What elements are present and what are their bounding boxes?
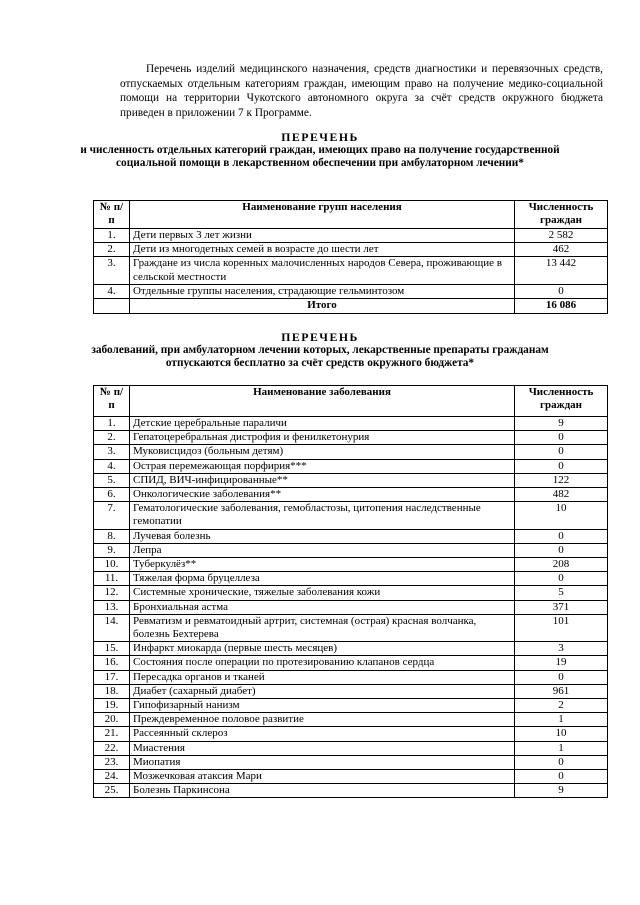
table-row	[94, 502, 608, 529]
row-name: Мозжечковая атаксия Мари	[130, 770, 515, 784]
row-number: 23.	[94, 755, 130, 769]
row-number: 20.	[94, 713, 130, 727]
row-name: Системные хронические, тяжелые заболевания кожи	[130, 586, 515, 600]
header-count: Численность граждан	[515, 201, 608, 229]
row-name: Лепра	[130, 543, 515, 557]
row-number: 2.	[94, 243, 130, 257]
intro-paragraph: Перечень изделий медицинского назначения, средств диагностики и перевязочных средств, отпускаемых отдельным категориям граждан, имеющим право на получение медико-социальной помощи на территории Чукотского автономного округа за счёт средств окружного бюджета приведен в приложении 7 к Программе.	[120, 63, 603, 119]
table-row	[94, 243, 608, 257]
row-count: 0	[515, 770, 608, 784]
row-count: 122	[515, 473, 608, 487]
row-number: 19.	[94, 699, 130, 713]
row-number: 3.	[94, 445, 130, 459]
row-count: 0	[515, 529, 608, 543]
heading-2-subtitle: заболеваний, при амбулаторном лечении которых, лекарственные препараты гражданам отпускаются бесплатно за счёт средств окружного бюджета*	[91, 344, 549, 370]
header-count: Численность граждан	[515, 386, 608, 417]
heading-2-title: ПЕРЕЧЕНЬ	[281, 330, 359, 344]
row-number: 24.	[94, 770, 130, 784]
row-name: Гипофизарный нанизм	[130, 699, 515, 713]
row-count: 0	[515, 284, 608, 298]
header-number: № п/п	[94, 201, 130, 229]
row-number: 1.	[94, 417, 130, 431]
diseases-table	[93, 385, 608, 798]
row-number: 17.	[94, 670, 130, 684]
row-count: 0	[515, 445, 608, 459]
row-name: Ревматизм и ревматоидный артрит, системная (острая) красная волчанка, болезнь Бехтерева	[130, 614, 515, 641]
row-name: Гепатоцеребральная дистрофия и фенилкетонурия	[130, 431, 515, 445]
table-row	[94, 473, 608, 487]
row-count: 208	[515, 558, 608, 572]
table-row	[94, 614, 608, 641]
row-name: Пересадка органов и тканей	[130, 670, 515, 684]
header-group-name: Наименование групп населения	[130, 201, 515, 229]
table-header-row	[94, 386, 608, 417]
row-count: 371	[515, 600, 608, 614]
row-name: Лучевая болезнь	[130, 529, 515, 543]
row-name: Острая перемежающая порфирия***	[130, 459, 515, 473]
row-count: 1	[515, 741, 608, 755]
row-name: Граждане из числа коренных малочисленных народов Севера, проживающие в сельской местности	[130, 257, 515, 284]
row-name: Отдельные группы населения, страдающие гельминтозом	[130, 284, 515, 298]
row-number: 15.	[94, 642, 130, 656]
table-row	[94, 431, 608, 445]
row-name: Детские церебральные параличи	[130, 417, 515, 431]
row-name: Инфаркт миокарда (первые шесть месяцев)	[130, 642, 515, 656]
row-count: 0	[515, 572, 608, 586]
table-row	[94, 445, 608, 459]
row-number: 16.	[94, 656, 130, 670]
table-row	[94, 459, 608, 473]
row-number: 4.	[94, 459, 130, 473]
table-row	[94, 229, 608, 243]
row-number: 11.	[94, 572, 130, 586]
table-row	[94, 642, 608, 656]
table-row	[94, 684, 608, 698]
row-count: 10	[515, 502, 608, 529]
table-row	[94, 488, 608, 502]
table-row	[94, 586, 608, 600]
row-name: Дети из многодетных семей в возрасте до шести лет	[130, 243, 515, 257]
table-row	[94, 670, 608, 684]
heading-2	[80, 331, 560, 371]
total-value: 16 086	[515, 299, 608, 314]
row-name: Туберкулёз**	[130, 558, 515, 572]
row-number: 8.	[94, 529, 130, 543]
row-count: 9	[515, 417, 608, 431]
row-number: 13.	[94, 600, 130, 614]
row-number: 3.	[94, 257, 130, 284]
heading-1	[80, 131, 560, 171]
row-number: 12.	[94, 586, 130, 600]
row-count: 5	[515, 586, 608, 600]
table-row	[94, 755, 608, 769]
row-count: 1	[515, 713, 608, 727]
row-count: 9	[515, 784, 608, 798]
row-count: 0	[515, 543, 608, 557]
table-row	[94, 699, 608, 713]
row-name: Тяжелая форма бруцеллеза	[130, 572, 515, 586]
heading-1-subtitle: и численность отдельных категорий граждан, имеющих право на получение государственной социальной помощи в лекарственном обеспечении при амбулаторном лечении*	[80, 144, 560, 170]
row-number: 9.	[94, 543, 130, 557]
table-row	[94, 600, 608, 614]
row-name: Болезнь Паркинсона	[130, 784, 515, 798]
total-label: Итого	[130, 299, 515, 314]
row-number: 6.	[94, 488, 130, 502]
row-name: Муковисцидоз (больным детям)	[130, 445, 515, 459]
population-groups-table	[93, 200, 608, 314]
row-count: 10	[515, 727, 608, 741]
table-row	[94, 558, 608, 572]
row-count: 462	[515, 243, 608, 257]
table-header-row	[94, 201, 608, 229]
row-count: 2 582	[515, 229, 608, 243]
table-row	[94, 727, 608, 741]
table-row	[94, 713, 608, 727]
table-row	[94, 784, 608, 798]
row-name: Дети первых 3 лет жизни	[130, 229, 515, 243]
header-disease-name: Наименование заболевания	[130, 386, 515, 417]
total-row	[94, 299, 608, 314]
row-number: 5.	[94, 473, 130, 487]
row-name: Гематологические заболевания, гемобластозы, цитопения наследственные гемопатии	[130, 502, 515, 529]
row-count: 19	[515, 656, 608, 670]
row-name: Онкологические заболевания**	[130, 488, 515, 502]
row-name: Преждевременное половое развитие	[130, 713, 515, 727]
header-number: № п/п	[94, 386, 130, 417]
row-name: Миопатия	[130, 755, 515, 769]
row-count: 2	[515, 699, 608, 713]
table-row	[94, 529, 608, 543]
row-name: Миастения	[130, 741, 515, 755]
row-count: 0	[515, 755, 608, 769]
row-count: 0	[515, 670, 608, 684]
row-number: 1.	[94, 229, 130, 243]
row-number: 7.	[94, 502, 130, 529]
row-number: 10.	[94, 558, 130, 572]
row-count: 961	[515, 684, 608, 698]
table-row	[94, 572, 608, 586]
row-name: Рассеянный склероз	[130, 727, 515, 741]
row-number: 2.	[94, 431, 130, 445]
table-row	[94, 770, 608, 784]
row-count: 101	[515, 614, 608, 641]
row-count: 0	[515, 431, 608, 445]
table-row	[94, 257, 608, 284]
row-name: Состояния после операции по протезированию клапанов сердца	[130, 656, 515, 670]
row-name: Бронхиальная астма	[130, 600, 515, 614]
row-number: 22.	[94, 741, 130, 755]
row-count: 482	[515, 488, 608, 502]
row-count: 13 442	[515, 257, 608, 284]
row-name: СПИД, ВИЧ-инфицированные**	[130, 473, 515, 487]
row-number: 21.	[94, 727, 130, 741]
total-empty-cell	[94, 299, 130, 314]
row-name: Диабет (сахарный диабет)	[130, 684, 515, 698]
row-count: 3	[515, 642, 608, 656]
table-row	[94, 543, 608, 557]
table-row	[94, 417, 608, 431]
table-row	[94, 656, 608, 670]
heading-1-title: ПЕРЕЧЕНЬ	[281, 130, 359, 144]
row-count: 0	[515, 459, 608, 473]
row-number: 14.	[94, 614, 130, 641]
table-row	[94, 284, 608, 298]
row-number: 4.	[94, 284, 130, 298]
row-number: 18.	[94, 684, 130, 698]
row-number: 25.	[94, 784, 130, 798]
table-row	[94, 741, 608, 755]
